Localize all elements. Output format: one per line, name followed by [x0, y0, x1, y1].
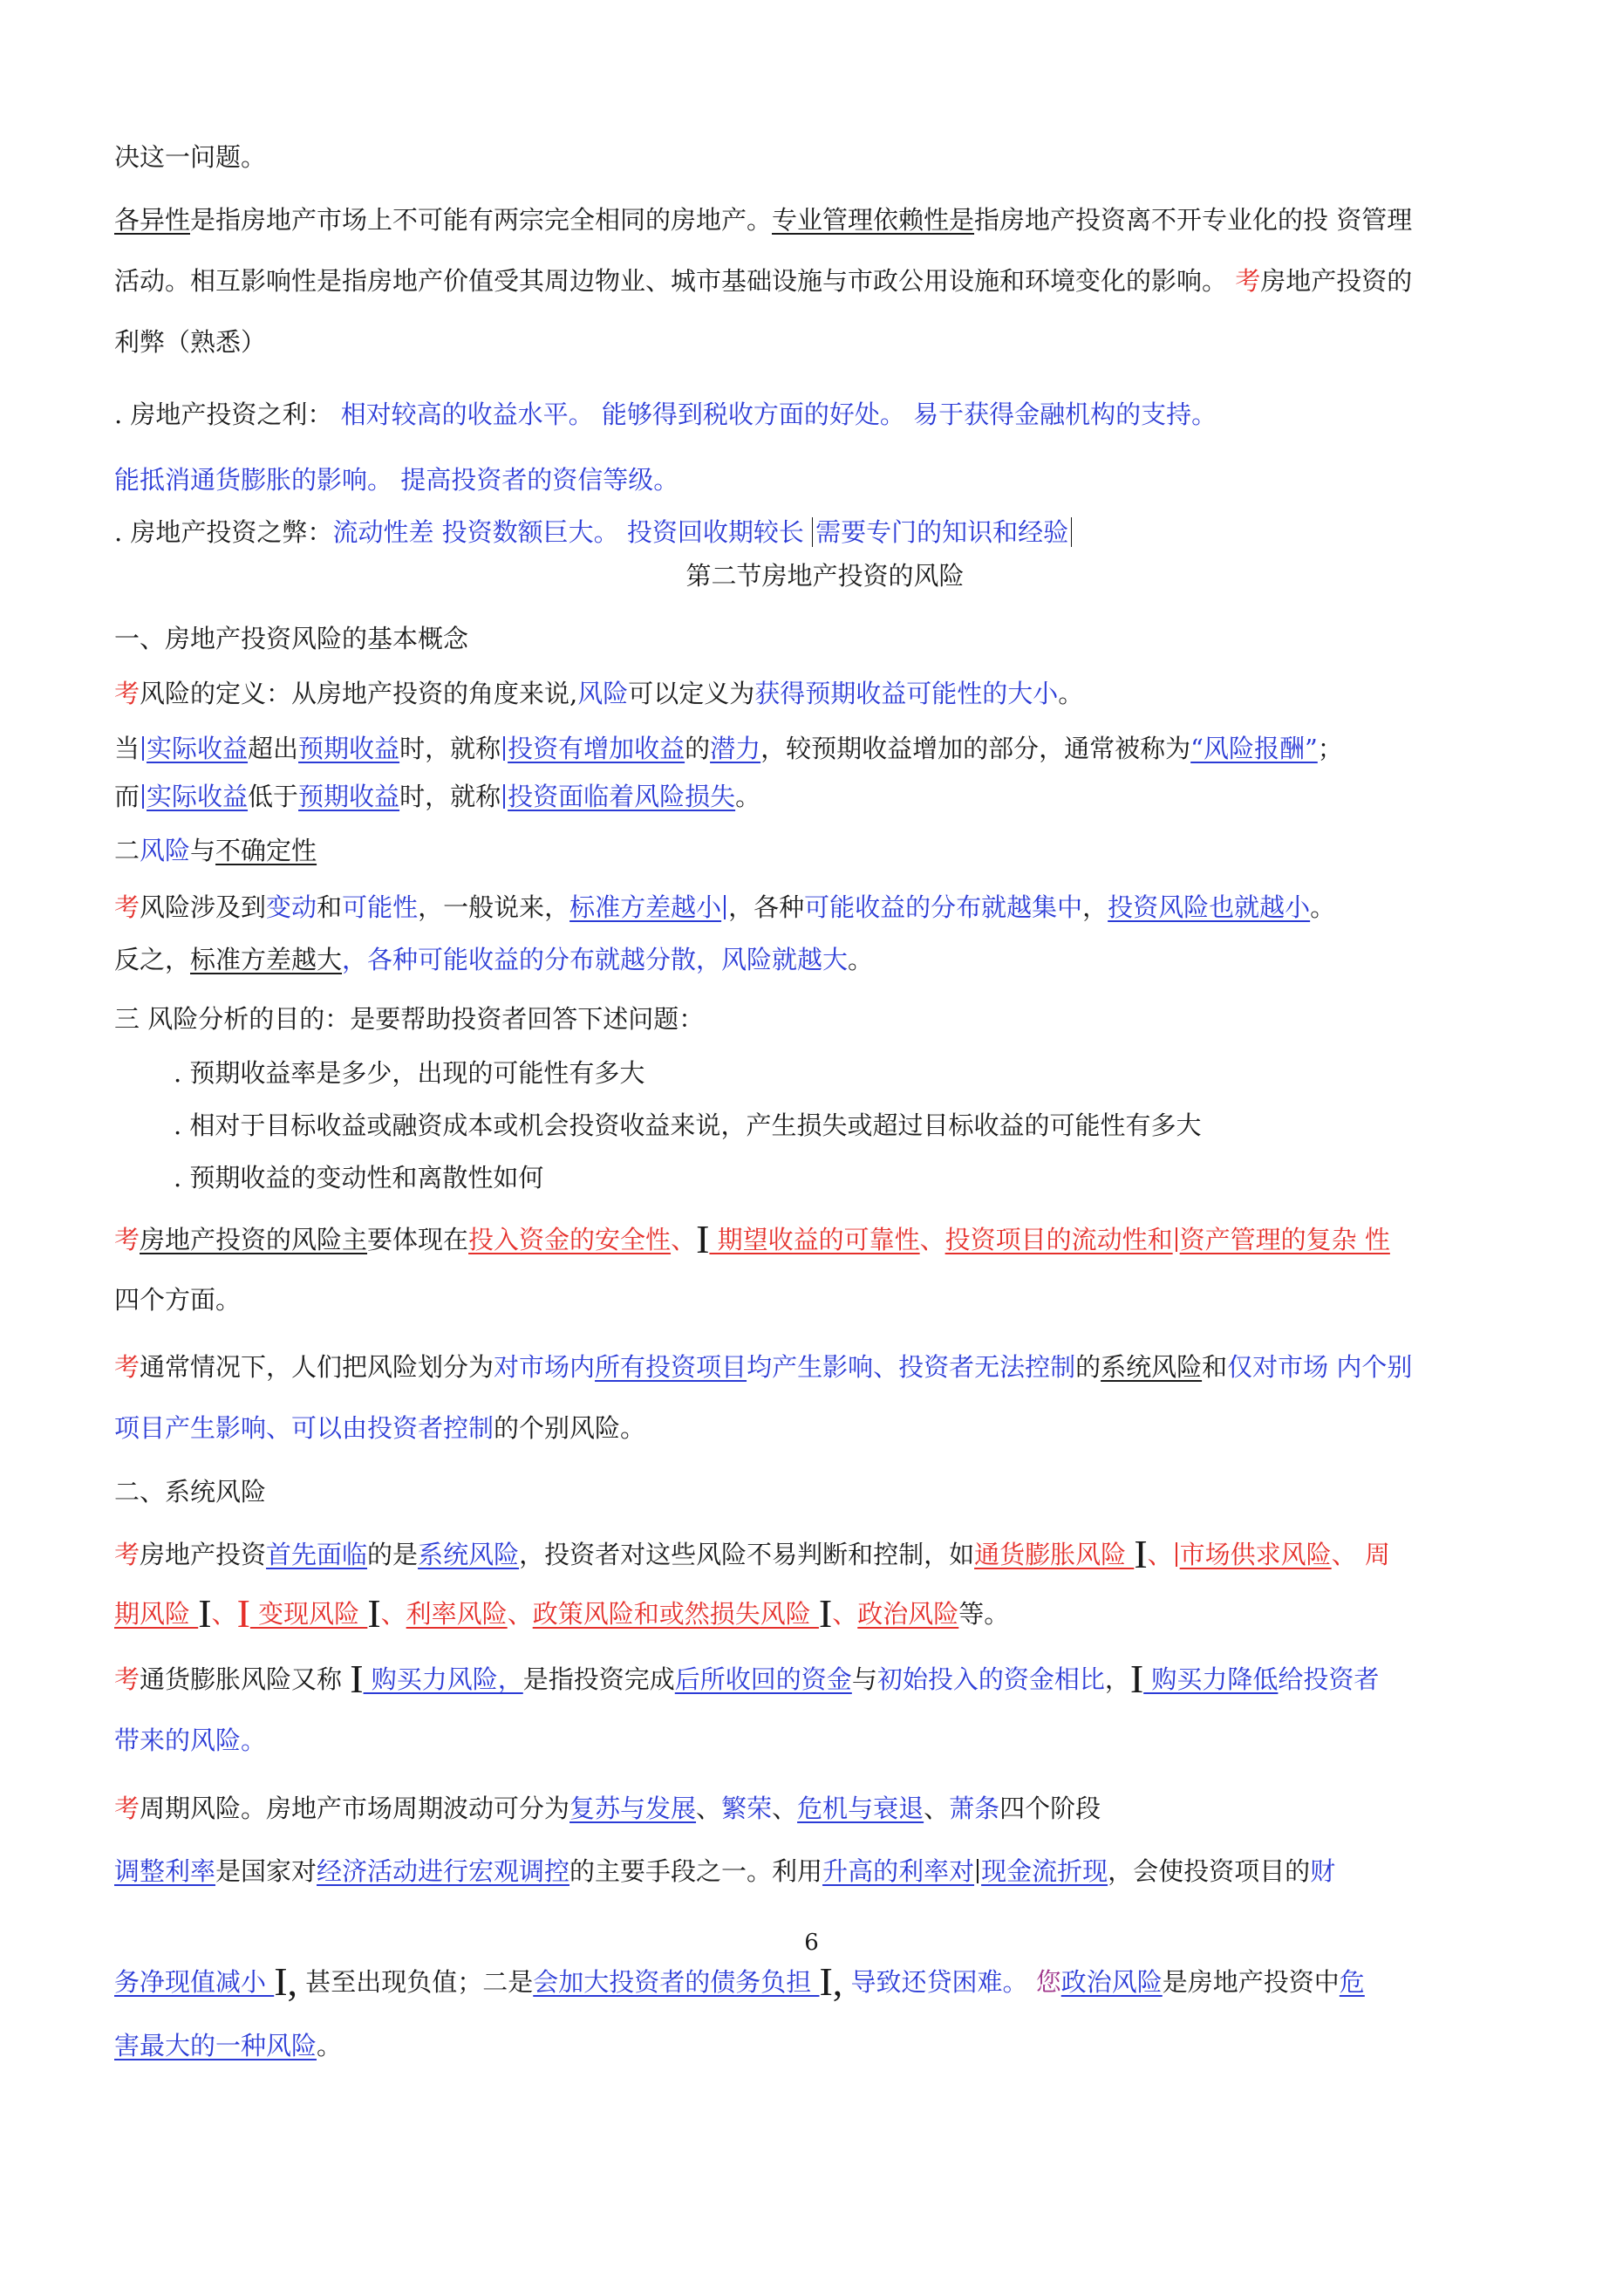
text-run: 、 — [924, 1794, 950, 1823]
vertical-bar-mark — [1176, 1227, 1177, 1252]
vertical-bar-mark — [977, 1859, 979, 1883]
text-run: 风险的定义：从房地产投资的角度来说, — [140, 679, 578, 708]
text-line — [114, 1108, 1536, 1143]
text-run: 的是 — [367, 1540, 419, 1569]
text-run: 投资风险也就越小 — [1108, 892, 1311, 922]
text-run: 、 周 — [1331, 1540, 1390, 1569]
text-run: 标准方差越大 — [190, 945, 343, 974]
text-run: ， — [1082, 892, 1108, 922]
text-line — [114, 1282, 1536, 1317]
vertical-bar-mark — [503, 784, 505, 809]
text-run: 二、系统风险 — [114, 1477, 267, 1507]
text-run: ，一般说来， — [418, 892, 570, 922]
text-run: 甚至出现负值；二是 — [297, 1967, 534, 1997]
text-run: 导致还贷困难。 — [842, 1967, 1036, 1997]
text-run: 购买力降低 — [1143, 1664, 1279, 1694]
text-line — [114, 890, 1536, 925]
text-run: 利弊（熟悉） — [114, 327, 267, 357]
text-line — [114, 1160, 1536, 1195]
text-run: 复苏与发展 — [569, 1794, 697, 1823]
text-run: 带来的风险。 — [114, 1725, 267, 1755]
text-run: 系统风险 — [1101, 1352, 1203, 1382]
text-line — [114, 1350, 1536, 1384]
text-run: 仅对市场 内个别 — [1227, 1352, 1413, 1382]
cursor-glyph: I — [367, 1591, 381, 1636]
text-run: 给投资者 — [1278, 1664, 1380, 1694]
text-run: 您 — [1035, 1967, 1061, 1997]
text-run: 通货膨胀风险又称 — [140, 1664, 351, 1694]
text-line — [114, 1217, 1536, 1261]
text-run: 四个方面。 — [114, 1285, 242, 1315]
text-line — [114, 1411, 1536, 1445]
text-run: 时，就称 — [399, 734, 501, 763]
text-run: ，各种可能收益的分布就越分散，风险就越大 — [342, 945, 849, 974]
vertical-bar-mark — [503, 736, 505, 761]
text-line — [114, 621, 1536, 656]
text-run: 、 — [919, 1225, 945, 1254]
text-run: 会加大投资者的债务负担 — [533, 1967, 820, 1997]
text-run: 、 — [507, 1599, 533, 1629]
text-run: 周期风险。房地产市场周期波动可分为 — [140, 1794, 570, 1823]
text-run: 考 — [114, 1664, 140, 1694]
text-run: 决这一问题。 — [114, 142, 267, 172]
text-line — [114, 1791, 1536, 1826]
text-run: 潜力 — [710, 734, 761, 763]
text-run: 考 — [114, 1794, 140, 1823]
cursor-glyph: I — [818, 1591, 833, 1636]
text-run: 低于 — [248, 782, 299, 811]
text-run: 。 — [1310, 892, 1336, 922]
text-line — [114, 1723, 1536, 1758]
text-line — [114, 263, 1536, 298]
text-line — [114, 462, 1536, 497]
text-run: 可能性 — [342, 892, 419, 922]
text-run: 考 — [114, 1540, 140, 1569]
text-run: 投资有增加收益 — [508, 734, 685, 763]
text-run: 期风险 — [114, 1599, 199, 1629]
text-line — [114, 397, 1536, 432]
text-run: 财 — [1310, 1856, 1336, 1886]
text-run: 等。 — [958, 1599, 1010, 1629]
text-run: 首先面临 — [266, 1540, 368, 1569]
text-run: . 预期收益率是多少，出现的可能性有多大 — [174, 1058, 645, 1088]
text-run: 购买力风险， — [363, 1664, 523, 1694]
text-run: 考 — [1235, 266, 1261, 296]
text-run: 可能收益的分布就越集中 — [804, 892, 1083, 922]
text-line — [114, 676, 1536, 711]
text-run: 项目产生影响、可以由投资者控制 — [114, 1413, 494, 1443]
text-run: 是房地产投资中 — [1162, 1967, 1340, 1997]
text-run: 三 风险分析的目的：是要帮助投资者回答下述问题： — [114, 1004, 705, 1034]
text-run: 资产管理的复杂 性 — [1179, 1225, 1390, 1254]
text-line — [114, 1591, 1536, 1636]
text-run: 二 — [114, 836, 140, 865]
text-run: 专业管理依赖性是 — [772, 205, 975, 235]
text-run: 。 — [735, 782, 761, 811]
text-run: 利率风险 — [406, 1599, 508, 1629]
text-run: . 房地产投资之弊： — [114, 517, 333, 547]
text-run: 预期收益 — [298, 782, 400, 811]
text-run: 时，就称 — [399, 782, 501, 811]
text-run: “风险报酬” — [1190, 734, 1318, 763]
text-run: 标准方差越小 — [569, 892, 722, 922]
vertical-bar-mark — [724, 895, 726, 919]
text-run: 。 — [1058, 679, 1084, 708]
text-run: 获得预期收益可能性的大小 — [754, 679, 1059, 708]
text-run: 第二节房地产投资的风险 — [685, 561, 965, 591]
text-run: 可以定义为 — [628, 679, 755, 708]
text-run: 投资项目的流动性和 — [944, 1225, 1173, 1254]
text-run: 升高的利率对 — [822, 1856, 975, 1886]
text-run: 而 — [114, 782, 140, 811]
text-run: 。 — [317, 2031, 343, 2060]
text-run: 投资面临着风险损失 — [508, 782, 736, 811]
text-run: 后所收回的资金 — [674, 1664, 852, 1694]
page-number: 6 — [804, 1930, 819, 1956]
text-run: 风险 — [577, 679, 629, 708]
text-run: 务净现值减小 — [114, 1967, 275, 1997]
text-run: ，较预期收益增加的部分，通常被称为 — [760, 734, 1191, 763]
text-run: 通常情况下，人们把风险划分为 — [140, 1352, 494, 1382]
text-run: 房地产投资的风险主 — [140, 1225, 368, 1254]
text-run: 投入资金的安全性 — [468, 1225, 672, 1254]
text-run: 经济活动进行宏观调控 — [317, 1856, 570, 1886]
text-line — [114, 731, 1536, 766]
text-line — [114, 1854, 1536, 1889]
text-run: 考 — [114, 679, 140, 708]
text-run: 危 — [1339, 1967, 1365, 1997]
text-run: 与 — [851, 1664, 877, 1694]
text-run: 四个阶段 — [999, 1794, 1101, 1823]
text-run: 反之， — [114, 945, 191, 974]
text-run: ，各种 — [728, 892, 805, 922]
text-run: 是指投资完成 — [522, 1664, 675, 1694]
text-run: 、 — [671, 1225, 697, 1254]
text-run: 考 — [114, 1225, 140, 1254]
text-run: 房地产投资 — [140, 1540, 267, 1569]
text-run: 繁荣 — [721, 1794, 773, 1823]
text-line — [114, 1657, 1536, 1701]
text-run: 系统风险 — [418, 1540, 520, 1569]
vertical-bar-mark — [1176, 1542, 1177, 1567]
text-run: 、 — [1147, 1540, 1173, 1569]
text-run: 和 — [1202, 1352, 1228, 1382]
text-run: . 房地产投资之利： — [114, 400, 341, 429]
cursor-glyph: I — [696, 1217, 710, 1261]
text-run: 风险 — [140, 836, 191, 865]
text-line — [114, 325, 1536, 359]
text-run: 预期收益 — [298, 734, 400, 763]
text-run: 害最大的一种风险 — [114, 2031, 317, 2060]
text-run: 风险涉及到 — [140, 892, 267, 922]
text-run: ，投资者对这些风险不易判断和控制，如 — [519, 1540, 975, 1569]
text-run: 的个别风险。 — [494, 1413, 646, 1443]
text-run: 的主要手段之一。利用 — [569, 1856, 823, 1886]
text-run: ； — [1317, 734, 1343, 763]
text-run: 。 — [848, 945, 874, 974]
text-run: 、 — [380, 1599, 406, 1629]
text-run: 、 — [832, 1599, 858, 1629]
text-line — [114, 1001, 1536, 1036]
text-line — [114, 942, 1536, 977]
text-run: 所有投资项目 — [595, 1352, 747, 1382]
text-run: 萧条 — [949, 1794, 1000, 1823]
text-run: 不确定性 — [215, 836, 317, 865]
text-run: 、 — [696, 1794, 722, 1823]
text-line — [114, 140, 1536, 174]
cursor-glyph: I — [198, 1591, 212, 1636]
cursor-glyph: I, — [819, 1959, 843, 2004]
text-line — [114, 1959, 1536, 2004]
text-run: 和 — [317, 892, 343, 922]
text-run: 实际收益 — [147, 782, 249, 811]
text-run: 变动 — [266, 892, 317, 922]
cursor-glyph: I — [236, 1591, 250, 1636]
vertical-bar-mark — [142, 784, 144, 809]
text-run: 流动性差 投资数额巨大。 投资回收期较长 — [332, 517, 813, 547]
text-run: 是国家对 — [215, 1856, 317, 1886]
text-run: 调整利率 — [114, 1856, 216, 1886]
text-line — [114, 202, 1536, 237]
text-run: 、 — [772, 1794, 798, 1823]
text-run: 的 — [685, 734, 711, 763]
text-run: . 预期收益的变动性和离散性如何 — [174, 1163, 544, 1192]
text-run: 、 — [211, 1599, 237, 1629]
text-run: 考 — [114, 892, 140, 922]
text-line — [114, 1056, 1536, 1090]
text-line — [114, 779, 1536, 814]
text-run: 市场供求风险 — [1179, 1540, 1332, 1569]
text-run: 与 — [190, 836, 216, 865]
text-line — [114, 1532, 1536, 1576]
text-run: 的 — [1075, 1352, 1101, 1382]
text-run: 指房地产投资离不开专业化的投 资管理 — [974, 205, 1413, 235]
text-run: 当 — [114, 734, 140, 763]
text-run: 对市场内 — [494, 1352, 596, 1382]
text-run: 一、房地产投资风险的基本概念 — [114, 624, 469, 653]
text-run: ，会使投资项目的 — [1108, 1856, 1311, 1886]
text-run: 政策风险和或然损失风险 — [532, 1599, 819, 1629]
text-run: 需要专门的知识和经验 — [812, 517, 1072, 547]
text-run: 期望收益的可靠性 — [709, 1225, 920, 1254]
text-run: ， — [1104, 1664, 1130, 1694]
text-run: 是指房地产市场上不可能有两宗完全相同的房地产。 — [190, 205, 773, 235]
text-run: 变现风险 — [249, 1599, 368, 1629]
text-line — [114, 833, 1536, 868]
text-run: 通货膨胀风险 — [974, 1540, 1135, 1569]
text-run: 均产生影响、投资者无法控制 — [747, 1352, 1076, 1382]
text-run: 活动。相互影响性是指房地产价值受其周边物业、城市基础设施与市政公用设施和环境变化的影响。 — [114, 266, 1236, 296]
text-run: 实际收益 — [147, 734, 249, 763]
cursor-glyph: I, — [274, 1959, 298, 2004]
text-run: 政治风险 — [1060, 1967, 1163, 1997]
cursor-glyph: I — [1134, 1532, 1148, 1576]
text-run: 考 — [114, 1352, 140, 1382]
text-run: . 相对于目标收益或融资成本或机会投资收益来说，产生损失或超过目标收益的可能性有多大 — [174, 1110, 1202, 1140]
cursor-glyph: I — [1129, 1657, 1144, 1701]
vertical-bar-mark — [142, 736, 144, 761]
text-line — [114, 515, 1536, 550]
text-run: 现金流折现 — [981, 1856, 1108, 1886]
text-run: 房地产投资的 — [1260, 266, 1413, 296]
section-heading — [114, 558, 1536, 593]
text-run: 要体现在 — [367, 1225, 469, 1254]
text-run: 相对较高的收益水平。 能够得到税收方面的好处。 易于获得金融机构的支持。 — [340, 400, 1217, 429]
cursor-glyph: I — [350, 1657, 364, 1701]
text-run: 政治风险 — [857, 1599, 959, 1629]
text-run: 能抵消通货膨胀的影响。 提高投资者的资信等级。 — [114, 465, 679, 495]
text-run: 各异性 — [114, 205, 191, 235]
text-run: 超出 — [248, 734, 299, 763]
text-line — [114, 2028, 1536, 2063]
text-line — [114, 1474, 1536, 1509]
text-run: 危机与衰退 — [797, 1794, 924, 1823]
text-run: 初始投入的资金相比 — [876, 1664, 1105, 1694]
